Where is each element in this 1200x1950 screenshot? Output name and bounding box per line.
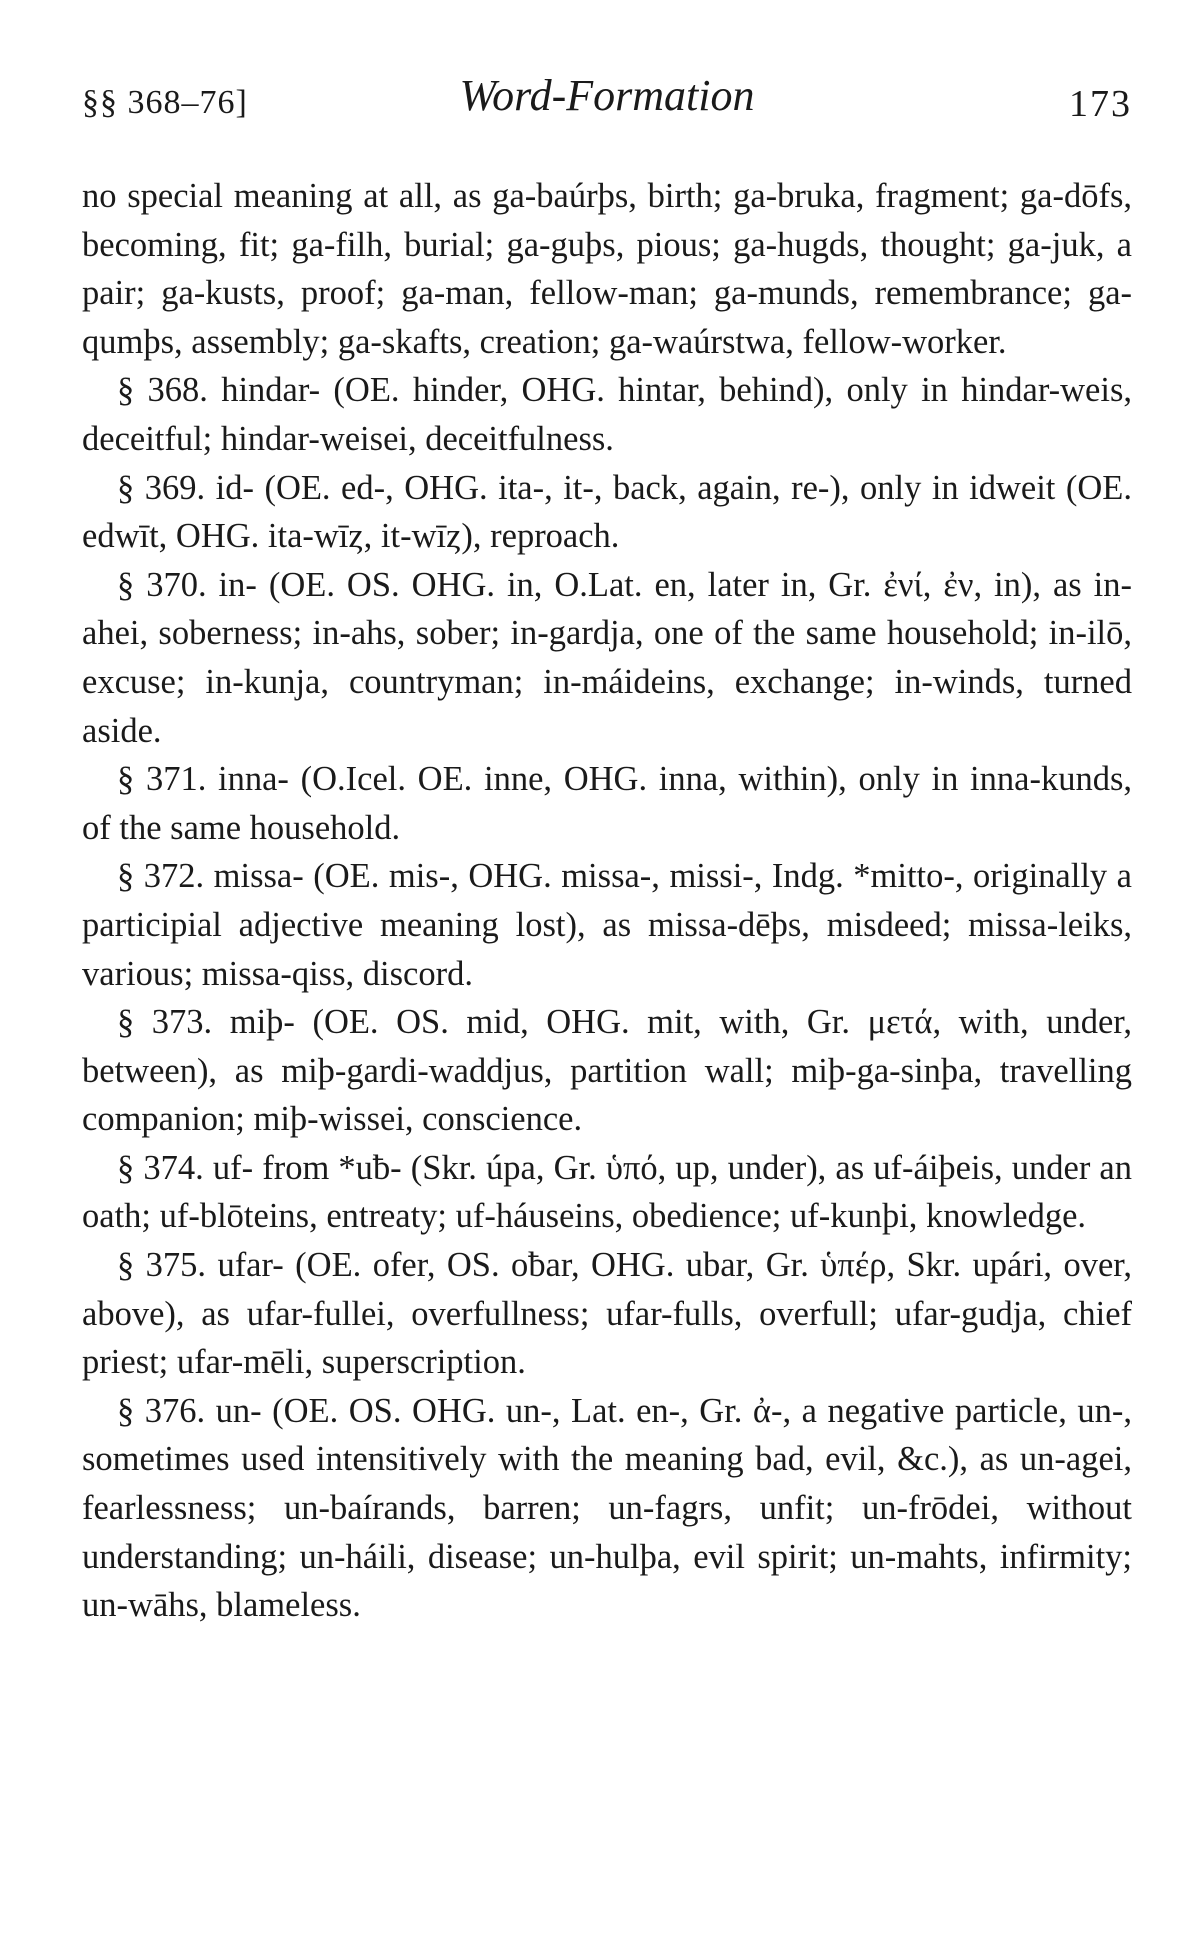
paragraph-370: § 370. in- (OE. OS. OHG. in, O.Lat. en, later in, Gr. ἐνί, ἐν, in), as in-ahei, soberness; in-ahs, sober; in-gardja, one of the same household; in-ilō, excuse; in-kunja, countryman; in-máideins, exchange; in-winds, turned aside. [82,565,1132,750]
paragraph-continuation: no special meaning at all, as ga-baúrþs, birth; ga-bruka, fragment; ga-dōfs, becoming, fit; ga-filh, burial; ga-guþs, pious; ga-hugds, thought; ga-juk, a pair; ga-kusts, proof; ga-man, fellow-man; ga-munds, remembrance; ga-qumþs, assembly; ga-skafts, creation; ga-waúrstwa, fellow-worker. [82,177,1132,361]
page-title: Word-Formation [459,71,755,120]
paragraph-373: § 373. miþ- (OE. OS. mid, OHG. mit, with, Gr. μετά, with, under, between), as miþ-gardi-waddjus, partition wall; miþ-ga-sinþa, travelling companion; miþ-wissei, conscience. [82,1003,1132,1139]
running-header [82,70,1132,134]
paragraph-375: § 375. ufar- (OE. ofer, OS. oƀar, OHG. ubar, Gr. ὑπέρ, Skr. upári, over, above), as ufar-fullei, overfullness; ufar-fulls, overfull; ufar-gudja, chief priest; ufar-mēli, superscription. [82,1246,1132,1382]
paragraph-369: § 369. id- (OE. ed-, OHG. ita-, it-, back, again, re-), only in idweit (OE. edwīt, OHG. ita-wīȥ, it-wīȥ), reproach. [82,468,1132,556]
paragraph-372: § 372. missa- (OE. mis-, OHG. missa-, missi-, Indg. *mitto-, originally a participial adjective meaning lost), as missa-dēþs, misdeed; missa-leiks, various; missa-qiss, discord. [82,857,1132,993]
page-number: 173 [1069,83,1132,125]
section-range: §§ 368–76] [82,84,248,121]
paragraph-376: § 376. un- (OE. OS. OHG. un-, Lat. en-, Gr. ἀ-, a negative particle, un-, sometimes used intensitively with the meaning bad, evil, &c.), as un-agei, fearlessness; un-baírands, barren; un-fagrs, unfit; un-frōdei, without understanding; un-háili, disease; un-hulþa, evil spirit; un-mahts, infirmity; un-wāhs, blameless. [82,1391,1132,1625]
paragraph-368: § 368. hindar- (OE. hinder, OHG. hintar, behind), only in hindar-weis, deceitful; hindar-weisei, deceitfulness. [82,371,1132,458]
book-page [82,70,1132,1630]
page-body [82,172,1132,1630]
paragraph-371: § 371. inna- (O.Icel. OE. inne, OHG. inna, within), only in inna-kunds, of the same household. [82,760,1132,847]
paragraph-374: § 374. uf- from *uƀ- (Skr. úpa, Gr. ὑπό, up, under), as uf-áiþeis, under an oath; uf-blōteins, entreaty; uf-háuseins, obedience; uf-kunþi, knowledge. [82,1148,1132,1236]
